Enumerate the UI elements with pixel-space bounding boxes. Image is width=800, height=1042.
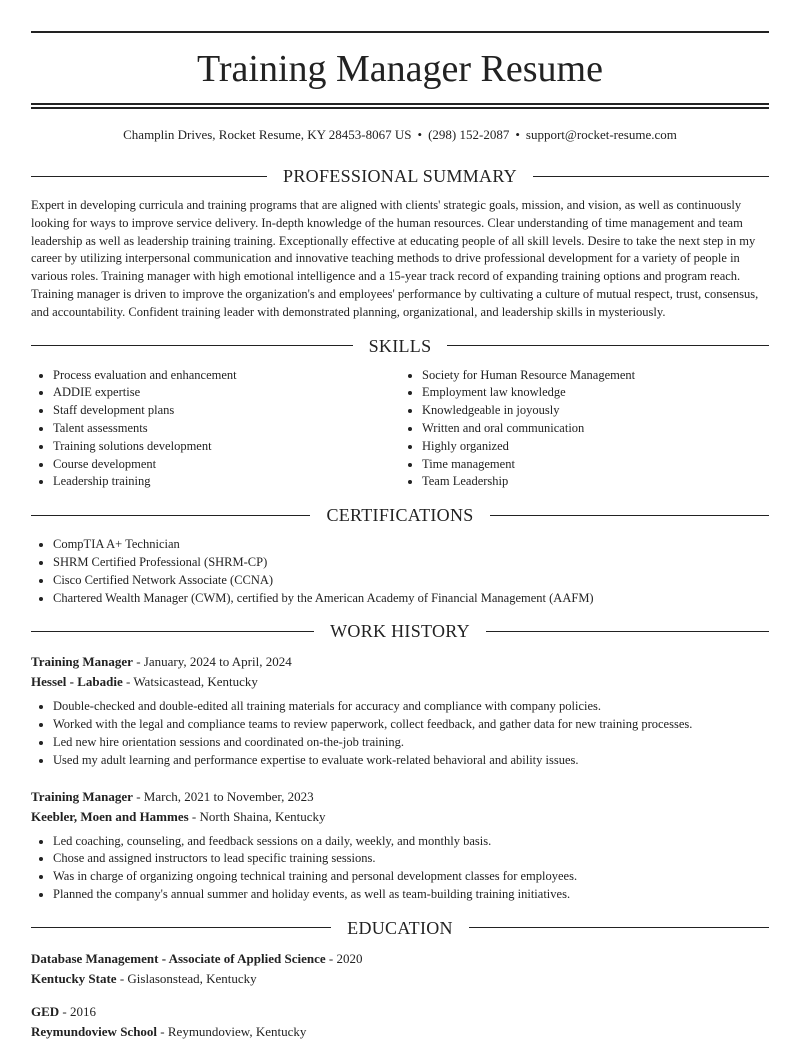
- certifications-list: [31, 536, 769, 607]
- divider: [447, 345, 769, 346]
- section-title: CERTIFICATIONS: [326, 505, 474, 526]
- education-school: Reymundoview School: [31, 1023, 158, 1039]
- divider: [31, 631, 314, 632]
- job-entry: [31, 652, 769, 769]
- job-company-line: [31, 807, 769, 827]
- title-double-rule: [31, 103, 769, 109]
- section-title: SKILLS: [368, 335, 432, 356]
- summary-text: Expert in developing curricula and training programs that are aligned with clients' strategic goals, mission, and vision, as well as continuously looking for ways to improve service delivery. In-depth knowledge of the human resources. Clear understanding of time management and team leadership as well as leadership training training. Exceptionally effective at educating people of all skill levels. Desire to take the next step in my career by utilizing interpersonal communication and innovative teaching methods to drive professional development for a variety of people in various roles. Training manager with high emotional intelligence and a 15-year track record of expanding training options and program reach. Training manager is driven to improve the organization's and employees' performance by cultivating a culture of mutual respect, trust, consensus, and accountability. Confident training leader with demonstrated planning, organizational, and leadership skills in mysteriously.: [31, 198, 759, 319]
- section-title: PROFESSIONAL SUMMARY: [283, 166, 517, 186]
- contact-separator: •: [515, 127, 520, 142]
- page-title: Training Manager Resume: [197, 48, 603, 90]
- skill-item: • Talent assessments: [53, 420, 400, 438]
- education-school: Kentucky State: [31, 970, 117, 986]
- education-location: - Gislasonstead, Kentucky: [116, 970, 257, 986]
- divider: [31, 927, 331, 928]
- contact-email: support@rocket-resume.com: [525, 127, 677, 142]
- job-bullet: • Double-checked and double-edited all training materials for accuracy and compliance with company policies.: [53, 698, 769, 716]
- education-degree: GED: [31, 1003, 60, 1019]
- skills-list: [31, 367, 769, 492]
- certifications-heading: [31, 504, 769, 526]
- skill-item: • Time management: [422, 456, 769, 474]
- job-company: Hessel - Labadie: [31, 674, 123, 690]
- education-entry: [31, 949, 769, 989]
- certification-item: • Chartered Wealth Manager (CWM), certified by the American Academy of Financial Management (AAFM): [53, 590, 769, 608]
- contact-phone: (298) 152-2087: [428, 127, 510, 142]
- skill-item: • Society for Human Resource Management: [422, 367, 769, 385]
- education-school-line: [31, 1022, 769, 1042]
- job-dates: - March, 2021 to November, 2023: [132, 788, 314, 804]
- section-title: EDUCATION: [347, 917, 453, 938]
- skills-column-left: [31, 367, 400, 492]
- contact-address: Champlin Drives, Rocket Resume, KY 28453-8067 US: [123, 127, 412, 142]
- education-entry: [31, 1002, 769, 1042]
- work-history-heading: [31, 620, 769, 642]
- skill-item: • Leadership training: [53, 473, 400, 491]
- job-title: Training Manager: [31, 654, 133, 670]
- job-bullet: • Planned the company's annual summer and holiday events, as well as team-building training initiatives.: [53, 886, 769, 904]
- skill-item: • ADDIE expertise: [53, 384, 400, 402]
- contact-line: [31, 126, 769, 144]
- education-degree-line: [31, 1002, 769, 1022]
- skill-item: • Course development: [53, 456, 400, 474]
- job-bullet: • Led new hire orientation sessions and coordinated on-the-job training.: [53, 734, 769, 752]
- divider: [533, 176, 769, 177]
- job-entry: [31, 787, 769, 904]
- skills-heading: [31, 335, 769, 357]
- resume-page: [31, 0, 769, 1042]
- divider: [31, 345, 353, 346]
- certification-item: • Cisco Certified Network Associate (CCNA): [53, 572, 769, 590]
- certification-item: • SHRM Certified Professional (SHRM-CP): [53, 554, 769, 572]
- divider: [490, 515, 769, 516]
- job-bullet: • Led coaching, counseling, and feedback sessions on a daily, weekly, and monthly basis.: [53, 833, 769, 851]
- job-bullets: [31, 833, 769, 904]
- skills-column-right: [400, 367, 769, 492]
- job-bullet: • Chose and assigned instructors to lead specific training sessions.: [53, 850, 769, 868]
- skill-item: • Written and oral communication: [422, 420, 769, 438]
- divider: [31, 515, 310, 516]
- job-title-line: [31, 652, 769, 672]
- job-bullet: • Used my adult learning and performance expertise to evaluate work-related behavioral and ability issues.: [53, 752, 769, 770]
- skill-item: • Training solutions development: [53, 438, 400, 456]
- job-company-line: [31, 672, 769, 692]
- education-degree: Database Management - Associate of Applied Science: [31, 950, 326, 966]
- job-dates: - January, 2024 to April, 2024: [132, 654, 292, 670]
- job-bullet: • Worked with the legal and compliance teams to review paperwork, collect feedback, and gather data for new training processes.: [53, 716, 769, 734]
- skill-item: • Process evaluation and enhancement: [53, 367, 400, 385]
- education-year: - 2020: [325, 950, 363, 966]
- skill-item: • Team Leadership: [422, 473, 769, 491]
- skill-item: • Knowledgeable in joyously: [422, 402, 769, 420]
- job-bullets: [31, 698, 769, 769]
- divider: [469, 927, 769, 928]
- education-school-line: [31, 969, 769, 989]
- summary-heading: [31, 165, 769, 187]
- contact-separator: •: [417, 127, 423, 142]
- job-bullet: • Was in charge of organizing ongoing technical training and personal development classes for employees.: [53, 868, 769, 886]
- skill-item: • Staff development plans: [53, 402, 400, 420]
- skill-item: • Highly organized: [422, 438, 769, 456]
- education-degree-line: [31, 949, 769, 969]
- education-year: - 2016: [59, 1003, 97, 1019]
- job-location: - North Shaina, Kentucky: [188, 808, 326, 824]
- education-heading: [31, 917, 769, 939]
- section-title: WORK HISTORY: [330, 621, 470, 642]
- skill-item: • Employment law knowledge: [422, 384, 769, 402]
- education-location: - Reymundoview, Kentucky: [157, 1023, 307, 1039]
- divider: [486, 631, 769, 632]
- job-title-line: [31, 787, 769, 807]
- job-location: - Watsicastead, Kentucky: [122, 674, 258, 690]
- job-title: Training Manager: [31, 788, 133, 804]
- divider: [31, 176, 267, 177]
- certification-item: • CompTIA A+ Technician: [53, 536, 769, 554]
- job-company: Keebler, Moen and Hammes: [31, 808, 189, 824]
